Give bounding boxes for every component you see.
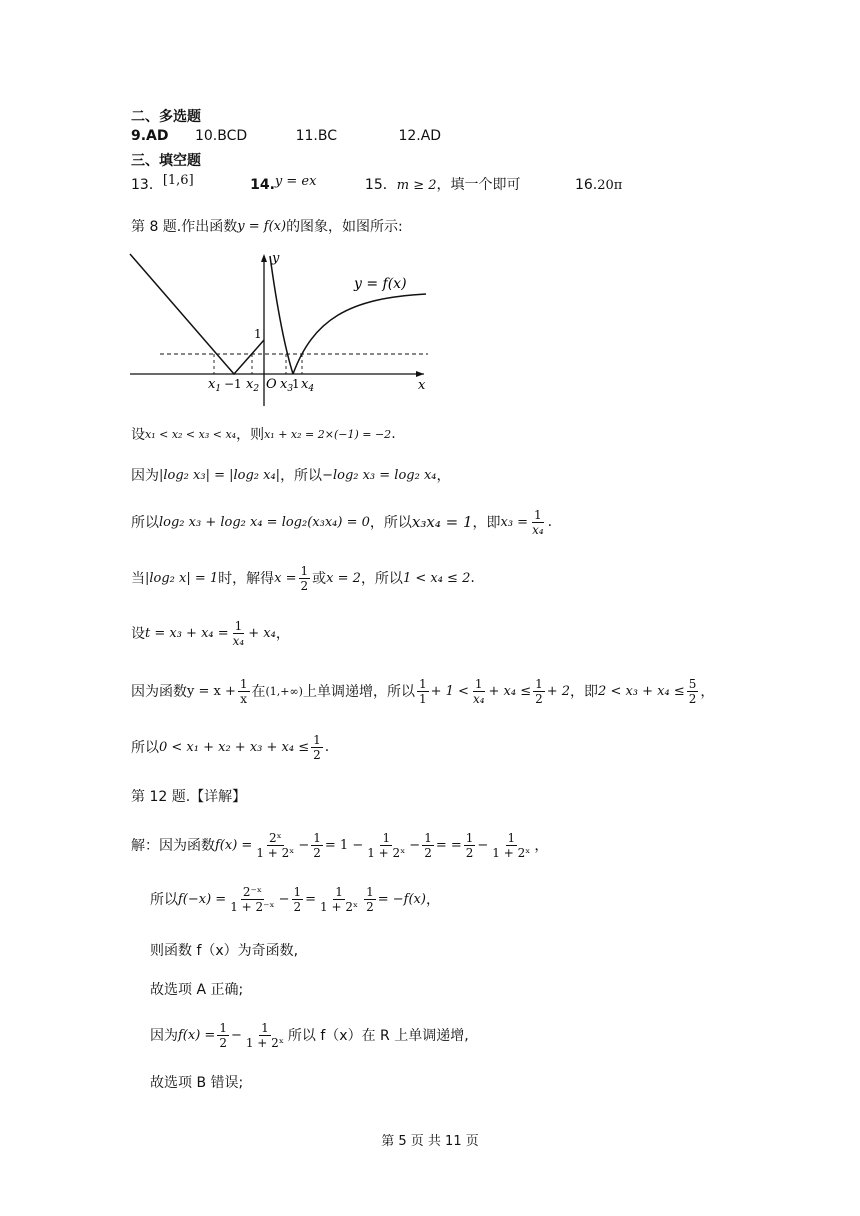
math: + x₄ ≤ bbox=[488, 683, 532, 699]
text: ，所以 bbox=[280, 468, 323, 484]
text: . bbox=[391, 426, 396, 442]
text: 所以 bbox=[131, 515, 159, 531]
math: = bbox=[305, 891, 317, 907]
left-v-curve bbox=[130, 254, 264, 374]
answer-10: 10.BCD bbox=[194, 128, 248, 144]
log-curve-right bbox=[293, 294, 426, 374]
text: 因为函数 bbox=[131, 684, 187, 700]
text: ，则 bbox=[236, 427, 265, 443]
q12-step-6: 故选项 B 错误; bbox=[150, 1075, 244, 1091]
fraction: $\frac{1}{x}$ bbox=[239, 676, 248, 706]
q8-title-tail: 的图象，如图所示: bbox=[286, 219, 403, 235]
text: . bbox=[470, 570, 475, 586]
text: ，即 bbox=[570, 684, 599, 700]
text: ， bbox=[275, 626, 290, 642]
math: − bbox=[298, 837, 310, 853]
math: + 2 bbox=[546, 683, 571, 699]
tick-one-label: 1 bbox=[254, 327, 262, 341]
text: 在 bbox=[251, 684, 266, 700]
math: + 1 < bbox=[430, 683, 469, 699]
math: = = bbox=[435, 837, 462, 853]
fraction: $\frac{\text{2⁻ˣ}}{\text{1 + 2⁻ˣ}}$ bbox=[230, 884, 275, 914]
one-label: 1 bbox=[292, 377, 300, 391]
text: . bbox=[547, 514, 553, 530]
fraction: $\frac{1}{\text{1 + 2ˣ}}$ bbox=[245, 1020, 284, 1050]
fraction: $\frac{1}{2}$ bbox=[293, 884, 302, 914]
math: (1,+∞) bbox=[265, 684, 303, 698]
function-graph bbox=[128, 250, 428, 408]
q14-answer: y = ex bbox=[274, 174, 317, 189]
q16-number: 16. bbox=[574, 177, 598, 193]
fraction: $\frac{\text{2ˣ}}{\text{1 + 2ˣ}}$ bbox=[256, 830, 295, 860]
text: 上单调递增，所以 bbox=[302, 684, 415, 700]
q8-line-4 bbox=[131, 558, 475, 598]
math: |log₂ x₃| = |log₂ x₄| bbox=[159, 467, 281, 483]
math: |log₂ x| = 1 bbox=[145, 570, 219, 586]
q8-title-text: 第 8 题.作出函数 bbox=[131, 219, 238, 235]
q12-step-3: 则函数 f（x）为奇函数, bbox=[150, 943, 299, 959]
math: x₃ = bbox=[500, 514, 529, 530]
text: 解：因为函数 bbox=[131, 838, 215, 854]
fraction: $\frac{1}{2}$ bbox=[300, 563, 309, 593]
text: 设 bbox=[131, 626, 145, 642]
q15-note: ，填一个即可 bbox=[436, 177, 521, 193]
q8-function: y = f(x) bbox=[237, 218, 287, 234]
curve-label: y = f(x) bbox=[354, 276, 407, 292]
q12-step-2 bbox=[150, 878, 440, 920]
q8-line-1 bbox=[131, 424, 396, 444]
math: − bbox=[409, 837, 421, 853]
math: 1 < x₄ ≤ 2 bbox=[402, 570, 471, 586]
origin-label: O bbox=[266, 377, 277, 392]
text: ， bbox=[436, 468, 451, 484]
y-axis-label: y bbox=[272, 251, 280, 266]
q8-line-7 bbox=[131, 726, 329, 768]
text: 所以 bbox=[150, 892, 178, 908]
math: 0 < x₁ + x₂ + x₃ + x₄ ≤ bbox=[159, 739, 310, 755]
log-curve-left bbox=[270, 256, 293, 374]
fraction: $\frac{1}{1}$ bbox=[418, 676, 427, 706]
q8-line-2 bbox=[131, 465, 451, 485]
fraction: $\frac{1}{2}$ bbox=[424, 830, 432, 860]
math: f(x) = bbox=[178, 1027, 216, 1043]
y-axis-arrow bbox=[261, 254, 267, 262]
math: − bbox=[278, 891, 290, 907]
text: ， bbox=[534, 838, 549, 854]
text: ，所以 bbox=[360, 571, 403, 587]
q16-answer: 20π bbox=[597, 178, 623, 193]
math: x₁ + x₂ = 2×(−1) = −2 bbox=[264, 427, 392, 441]
math: −log₂ x₃ = log₂ x₄ bbox=[322, 467, 437, 483]
answer-9: 9.AD bbox=[131, 128, 169, 144]
math: − bbox=[477, 837, 489, 853]
text: . bbox=[324, 739, 330, 755]
fraction: $\frac{1}{\text{1 + 2ˣ}}$ bbox=[492, 830, 531, 860]
text: 因为 bbox=[150, 1028, 178, 1044]
fraction: $\frac{1}{2}$ bbox=[219, 1020, 227, 1050]
q14-number: 14. bbox=[250, 177, 275, 193]
math: y = x + bbox=[187, 683, 236, 699]
x-axis-arrow bbox=[416, 371, 424, 377]
text: ， bbox=[700, 684, 715, 700]
fraction: $\frac{1}{\text{x₄}}$ bbox=[232, 618, 245, 648]
math: f(−x) = bbox=[178, 891, 227, 907]
math: = 1 − bbox=[324, 837, 364, 853]
math: x = bbox=[274, 570, 297, 586]
q12-step-1 bbox=[131, 824, 548, 866]
page-footer: 第 5 页 共 11 页 bbox=[381, 1134, 479, 1149]
text: ，所以 bbox=[369, 515, 412, 531]
math: x₃x₄ = 1 bbox=[411, 513, 473, 531]
math: + x₄ bbox=[248, 625, 276, 641]
section-title-multiple-choice: 二、多选题 bbox=[131, 109, 201, 125]
answers-row bbox=[131, 128, 441, 144]
answer-12: 12.AD bbox=[398, 128, 442, 144]
math: = −f(x) bbox=[377, 891, 426, 907]
text: 时，解得 bbox=[218, 571, 275, 587]
neg-one-label: −1 bbox=[224, 377, 242, 391]
section-title-fill-blank: 三、填空题 bbox=[131, 153, 201, 169]
fraction: $\frac{1}{2}$ bbox=[535, 676, 543, 706]
math: t = x₃ + x₄ = bbox=[145, 625, 229, 641]
q12-step-5 bbox=[150, 1014, 469, 1056]
q12-step-4: 故选项 A 正确; bbox=[150, 982, 244, 998]
text: 当 bbox=[131, 571, 145, 587]
q15-number: 15． bbox=[364, 177, 397, 193]
math: 2 < x₃ + x₄ ≤ bbox=[598, 683, 685, 699]
q8-line-6 bbox=[131, 670, 714, 712]
math: − bbox=[230, 1027, 242, 1043]
q13-number: 13． bbox=[131, 177, 163, 193]
text: ， bbox=[425, 892, 440, 908]
math: x₁ < x₂ < x₃ < x₄ bbox=[145, 427, 237, 441]
text: 所以 bbox=[131, 740, 159, 756]
fraction: $\frac{5}{2}$ bbox=[688, 676, 697, 706]
x2-label: $x_2$ bbox=[246, 377, 260, 394]
fraction: $\frac{1}{2}$ bbox=[366, 884, 374, 914]
q8-line-5 bbox=[131, 612, 290, 654]
math: f(x) = bbox=[215, 837, 253, 853]
fraction: $\frac{1}{\text{x₄}}$ bbox=[472, 676, 485, 706]
x3-label: $x_3$ bbox=[280, 377, 294, 394]
q13-answer: [1,6] bbox=[162, 173, 194, 188]
text: 所以 f（x）在 R 上单调递增, bbox=[287, 1028, 469, 1044]
fraction: $\frac{1}{2}$ bbox=[313, 732, 321, 762]
fraction: $\frac{1}{2}$ bbox=[313, 830, 321, 860]
x1-label: $x_1$ bbox=[208, 377, 222, 394]
q8-line-3 bbox=[131, 502, 552, 542]
q15-answer: m ≥ 2 bbox=[396, 178, 437, 193]
fraction: $\frac{1}{\text{x₄}}$ bbox=[532, 507, 544, 537]
fraction: $\frac{1}{2}$ bbox=[465, 830, 474, 860]
math: x = 2 bbox=[326, 570, 361, 586]
math: log₂ x₃ + log₂ x₄ = log₂(x₃x₄) = 0 bbox=[159, 514, 370, 530]
fraction: $\frac{1}{\text{1 + 2ˣ}}$ bbox=[367, 830, 406, 860]
text: 因为 bbox=[131, 468, 159, 484]
fraction: $\frac{1}{\text{1 + 2ˣ}}$ bbox=[320, 884, 359, 914]
text: 或 bbox=[312, 571, 327, 587]
answer-11: 11.BC bbox=[295, 128, 338, 144]
q8-title bbox=[131, 216, 403, 236]
text: 设 bbox=[131, 427, 145, 443]
q12-title: 第 12 题.【详解】 bbox=[131, 789, 247, 805]
x-axis-label: x bbox=[418, 378, 426, 393]
fill-answers-row bbox=[131, 174, 622, 194]
text: ，即 bbox=[472, 515, 501, 531]
x4-label: $x_4$ bbox=[301, 377, 315, 394]
